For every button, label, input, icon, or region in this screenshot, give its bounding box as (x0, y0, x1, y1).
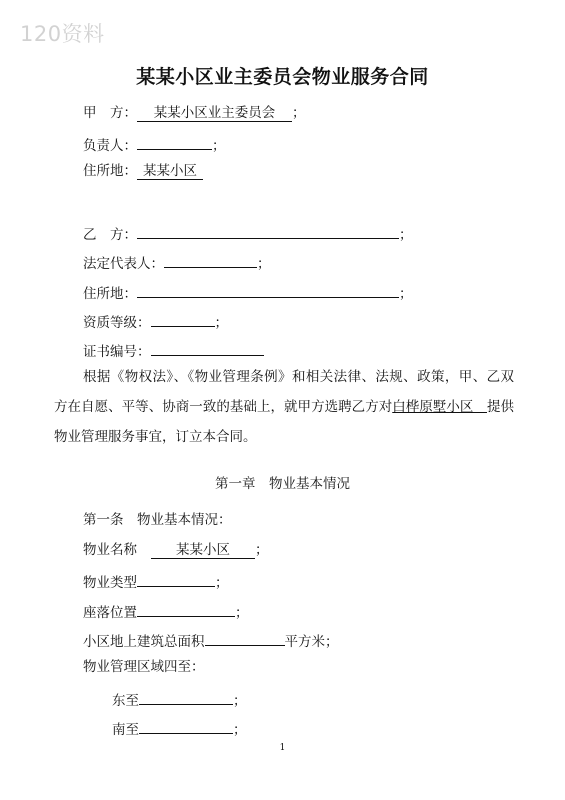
page-number: 1 (279, 743, 286, 753)
party-b-addr-label: 住所地： (83, 286, 137, 302)
chapter-1-heading: 第一章 物业基本情况 (215, 476, 350, 492)
party-b-end: ； (399, 227, 413, 243)
party-a-line (83, 105, 306, 122)
party-b-qual-end: ； (214, 315, 228, 331)
party-a-rep-line (83, 134, 226, 154)
preamble-text-2: 提供物业管理服务事宜，订立本合同。 (54, 399, 515, 445)
party-b-addr-end: ； (399, 286, 413, 302)
property-type-label: 物业类型 (83, 575, 137, 591)
party-b-addr-line (83, 282, 413, 302)
party-b-cert-label: 证书编号： (83, 344, 151, 360)
party-b-blank (137, 223, 399, 239)
boundary-east-blank (139, 689, 233, 705)
party-b-qual-label: 资质等级： (83, 315, 151, 331)
boundary-south-line (112, 718, 247, 738)
boundary-south-blank (139, 718, 233, 734)
property-location-blank (137, 601, 235, 617)
property-name-line (83, 542, 269, 559)
boundary-south-end: ； (233, 722, 247, 738)
boundary-east-line (112, 689, 247, 709)
party-a-rep-end: ； (212, 138, 226, 154)
boundary-south-label: 南至 (112, 722, 139, 738)
boundary-east-label: 东至 (112, 693, 139, 709)
watermark: 120资料 (20, 22, 105, 46)
party-b-qual-blank (151, 311, 215, 327)
article-1-heading: 第一条 物业基本情况： (83, 512, 232, 528)
contract-title: 某某小区业主委员会物业服务合同 (136, 66, 429, 88)
property-name-value: 某某小区 (151, 543, 255, 559)
property-area-label: 小区地上建筑总面积 (83, 634, 205, 650)
party-a-rep-label: 负责人： (83, 138, 137, 154)
party-a-name: 某某小区业主委员会 (137, 106, 292, 122)
party-b-rep-end: ； (257, 256, 271, 272)
property-type-line (83, 571, 229, 591)
party-a-end: ； (292, 105, 306, 121)
party-b-rep-line (83, 252, 271, 272)
property-name-end: ； (255, 542, 269, 558)
party-a-rep-blank (137, 134, 212, 150)
party-b-rep-label: 法定代表人： (83, 256, 164, 272)
party-b-qual-line (83, 311, 228, 331)
property-name-label: 物业名称 (83, 542, 137, 558)
property-location-label: 座落位置 (83, 605, 137, 621)
party-b-addr-blank (137, 282, 399, 298)
property-boundary-line: 物业管理区域四至： (83, 659, 205, 675)
property-type-end: ； (215, 575, 229, 591)
property-location-line (83, 601, 249, 621)
party-b-cert-line (83, 340, 264, 360)
party-b-line (83, 223, 413, 243)
party-b-rep-blank (164, 252, 257, 268)
property-type-blank (137, 571, 215, 587)
party-a-addr: 某某小区 (137, 164, 203, 180)
boundary-east-end: ； (233, 693, 247, 709)
preamble-community: 白桦原墅小区 (392, 399, 487, 415)
party-b-cert-blank (151, 340, 264, 356)
property-area-unit: 平方米； (284, 634, 339, 650)
preamble-text-1: 根据《物权法》、《物业管理条例》和相关法律、法规、政策，甲、乙双方在自愿、平等、协商一致的基础上，就甲方选聘乙方对 (54, 369, 514, 415)
preamble-paragraph (54, 362, 514, 452)
party-a-addr-label: 住所地： (83, 163, 137, 179)
property-area-line (83, 630, 339, 650)
party-a-label: 甲 方： (83, 105, 137, 121)
party-a-addr-line (83, 163, 203, 180)
property-area-blank (205, 630, 285, 646)
property-location-end: ； (235, 605, 249, 621)
party-b-label: 乙 方： (83, 227, 137, 243)
